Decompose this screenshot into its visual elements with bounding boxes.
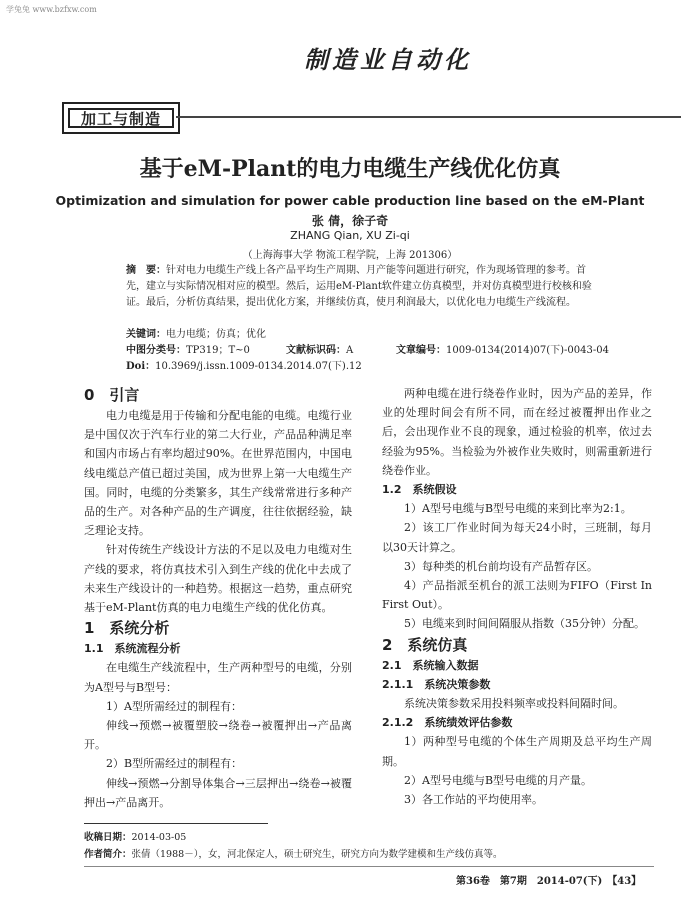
article-number-label: 文章编号： [396, 345, 446, 356]
document-code-label: 文献标识码： [286, 345, 346, 356]
assumption-5: 5）电缆来到时间间隔服从指数（35分钟）分配。 [404, 617, 645, 631]
right-column [382, 384, 652, 809]
section-tag [62, 102, 180, 134]
affiliation: （上海海事大学 物流工程学院，上海 201306） [242, 250, 458, 261]
process-paragraph: 在电缆生产线流程中，生产两种型号的电缆，分别为A型号与B型号： [84, 661, 352, 694]
author-bio-label: 作者简介： [84, 849, 132, 860]
doi-text: 10.3969/j.issn.1009-0134.2014.07(下).12 [155, 361, 362, 372]
heading-decision-params: 2.1.1 系统决策参数 [382, 677, 491, 691]
document-code-text: A [346, 345, 354, 356]
type-a-flow: 伸线→预燃→被覆塑胶→绕卷→被覆押出→产品离开。 [84, 719, 352, 752]
heading-intro: 0 引言 [84, 386, 140, 404]
assumption-4: 4）产品指派至机台的派工法则为FIFO（First In First Out）。 [382, 579, 652, 612]
paper-title: 基于eM-Plant的电力电缆生产线优化仿真 [139, 156, 561, 182]
author-bio [84, 846, 502, 860]
assumption-2: 2）该工厂作业时间为每天24小时，三班制，每月以30天计算之。 [382, 521, 652, 554]
clc-number [126, 341, 250, 356]
keywords-text: 电力电缆；仿真；优化 [166, 329, 266, 340]
article-number-text: 1009-0134(2014)07(下)-0043-04 [446, 345, 609, 356]
doi-label: Doi： [126, 361, 156, 372]
section-rule [176, 116, 681, 118]
metric-1: 1）两种型号电缆的个体生产周期及总平均生产周期。 [382, 735, 652, 768]
left-column [84, 384, 352, 812]
journal-banner: 制造业自动化 [304, 45, 472, 74]
metric-2: 2）A型号电缆与B型号电缆的月产量。 [404, 773, 593, 787]
type-b-label: 2）B型所需经过的制程有： [106, 757, 243, 771]
continued-paragraph: 两种电缆在进行绕卷作业时，因为产品的差异，作业的处理时间会有所不同，而在经过被覆押出作业之后，会出现作业不良的现象，通过检验的机率，依过去经验为95%。当检验为外被作业失败时，则需重新进行绕卷作业。 [382, 387, 652, 477]
heading-process-analysis: 1.1 系统流程分析 [84, 642, 181, 656]
section-tag-label: 加工与制造 [68, 108, 174, 128]
intro-paragraph-2: 针对传统生产线设计方法的不足以及电力电缆对生产线的要求，将仿真技术引入到生产线的优化中去成了未来生产线设计的一种趋势。根据这一趋势，重点研究基于eM-Plant仿真的电力电缆生产线的优化仿真。 [84, 543, 352, 615]
page-info: 第36卷 第7期 2014-07(下) 【43】 [456, 876, 642, 887]
heading-performance-params: 2.1.2 系统绩效评估参数 [382, 716, 513, 730]
abstract [126, 263, 592, 311]
received-text: 2014-03-05 [131, 832, 187, 843]
assumption-1: 1）A型号电缆与B型号电缆的来到比率为2:1。 [404, 502, 632, 516]
author-bio-text: 张倩（1988－），女，河北保定人，硕士研究生，研究方向为数学建模和生产线仿真等。 [131, 849, 503, 860]
clc-text: TP319；T~0 [186, 345, 250, 356]
assumption-3: 3）每种类的机台前均设有产品暂存区。 [404, 559, 598, 573]
heading-assumptions: 1.2 系统假设 [382, 483, 457, 497]
footnote-rule [84, 823, 268, 824]
page-footer-rule [84, 866, 654, 867]
keywords [126, 325, 266, 340]
authors-en: ZHANG Qian, XU Zi-qi [290, 229, 410, 242]
intro-paragraph-1: 电力电缆是用于传输和分配电能的电缆。电缆行业是中国仅次于汽车行业的第二大行业，产品品种满足率和国内市场占有率均超过90%。在世界范围内，中国电线电缆总产值已超过美国，成为世界上第一大电缆生产国。同时，电缆的分类繁多，其生产线常常进行多种产品的生产。对各种产品的生产调度，往往依据经验，缺乏理论支持。 [84, 409, 352, 538]
article-number [396, 341, 609, 356]
type-b-flow: 伸线→预燃→分割导体集合→三层押出→绕卷→被覆押出→产品离开。 [84, 776, 352, 809]
heading-input-data: 2.1 系统输入数据 [382, 658, 479, 672]
doi [126, 357, 362, 372]
metric-3: 3）各工作站的平均使用率。 [404, 793, 543, 807]
heading-simulation: 2 系统仿真 [382, 635, 468, 654]
abstract-text: 针对电力电缆生产线上各产品平均生产周期、月产能等问题进行研究，作为现场管理的参考。首先，建立与实际情况相对应的模型。然后，运用eM-Plant软件建立仿真模型，并对仿真模型进行校核和验证。最后，分析仿真结果，提出优化方案，并继续仿真，使月利润最大，以优化电力电缆生产线流程。 [126, 265, 592, 308]
decision-params-paragraph: 系统决策参数采用投料频率或投料间隔时间。 [404, 697, 624, 711]
heading-system-analysis: 1 系统分析 [84, 619, 170, 638]
received-label: 收稿日期： [84, 832, 132, 843]
authors: 张 倩，徐子奇 [311, 214, 389, 228]
keywords-label: 关键词： [126, 329, 166, 340]
received-date [84, 829, 186, 843]
site-watermark: 学兔兔 www.bzfxw.com [6, 5, 97, 14]
type-a-label: 1）A型所需经过的制程有： [106, 699, 242, 713]
document-code [286, 341, 353, 356]
clc-label: 中图分类号： [126, 345, 186, 356]
abstract-label: 摘 要： [126, 265, 166, 276]
paper-title-en: Optimization and simulation for power cable production line based on the eM-Plant [55, 193, 645, 208]
